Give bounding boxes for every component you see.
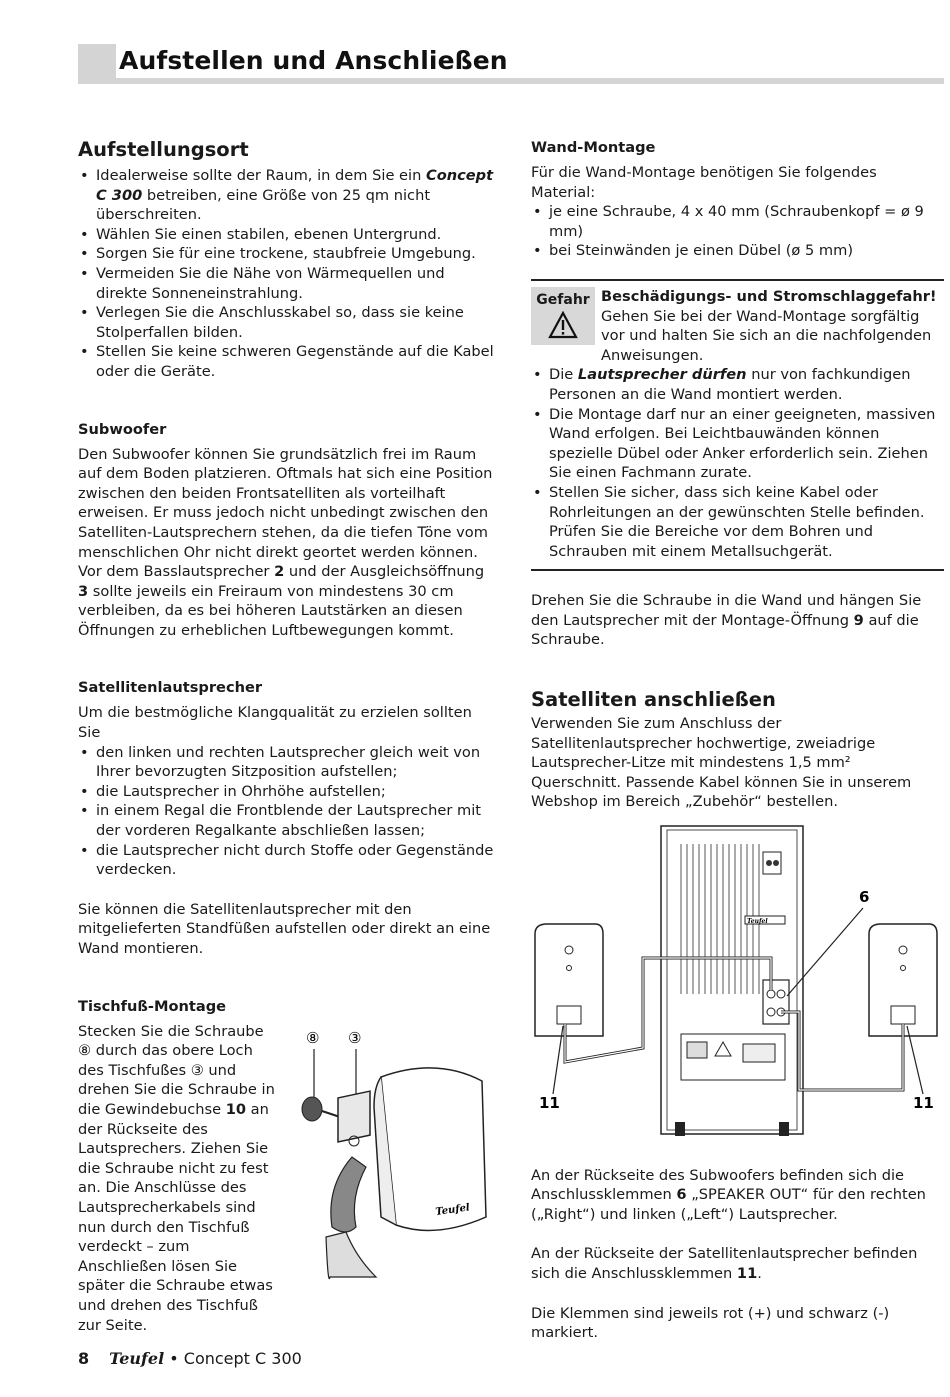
brand-logo: Teufel [109,1349,165,1368]
connection-diagram [531,822,944,1152]
subwoofer-text: Den Subwoofer können Sie grundsätzlich frei im Raum auf dem Boden platzieren. Oftmals hat sich eine Position zwischen den beiden Frontsatelliten als vorteilhaft erweisen. Er muss jedoch nicht unbedingt zwischen den Satelliten-Lautsprechern stehen, da die tiefen Töne vom menschlichen Ohr nicht direkt geortet werden können. Vor dem Basslautsprecher 2 und der Ausgleichsöffnung 3 sollte jeweils ein Freiraum von mindestens 30 cm verbleiben, da es bei höheren Lautstärken an diesen Öffnungen zu erheblichen Luftbewegungen kommt. [78,445,493,639]
page-number: 8 [78,1349,90,1368]
list-item: • die Lautsprecher nicht durch Stoffe oder Gegenstände verdecken. [78,841,496,880]
page-title: Aufstellen und Anschließen [119,46,508,75]
warning-text: Beschädigungs- und Stromschlaggefahr! Gehen Sie bei der Wand-Montage sorgfältig vor und halten Sie sich an die nachfolgenden Anweisungen. [601,287,937,364]
drehen-text: Drehen Sie die Schraube in die Wand und hängen Sie den Lautsprecher mit der Montage-Öffnung 9 auf die Schraube. [531,592,922,649]
list-item: • den linken und rechten Lautsprecher gleich weit von Ihrer bevorzugten Sitzposition aufstellen; [78,743,496,782]
left-column [78,138,496,1335]
footer-separator: • [164,1349,184,1368]
callout-11-right: 11 [913,1094,934,1113]
list-item: • Stellen Sie sicher, dass sich keine Kabel oder Rohrleitungen an der gewünschten Stelle befinden. Prüfen Sie die Bereiche vor dem Bohren und Schrauben mit einem Metallsuchgerät. [531,483,944,561]
section-heading-aufstellungsort: Aufstellungsort [78,138,249,161]
list-item: • Die Montage darf nur an einer geeigneten, massiven Wand erfolgen. Bei Leichtbauwänden können spezielle Dübel oder Anker erforderlich sein. Ziehen Sie einen Fachmann zurate. [531,405,944,483]
anschluss-text: Verwenden Sie zum Anschluss der Satellitenlautsprecher hochwertige, zweiadrige Lautsprecher-Litze mit mindestens 1,5 mm² Querschnitt. Passende Kabel können Sie in unserem Webshop im Bereich „Zubehör“ bestellen. [531,715,912,811]
list-item: • bei Steinwänden je einen Dübel (ø 5 mm) [531,241,944,261]
figure-brand-logo: Teufel [434,1201,471,1218]
satellit-outro: Sie können die Satellitenlautsprecher mit den mitgelieferten Standfüßen aufstellen oder direkt an eine Wand montieren. [78,900,491,957]
callout-11-left: 11 [539,1094,560,1113]
tischfuss-illustration [286,1027,496,1287]
subheading-satellitenlautsprecher: Satellitenlautsprecher [78,679,263,697]
subwoofer-brand-logo: Teufel [747,918,768,926]
page-footer [78,1349,302,1368]
figure-label-3: ③ [348,1028,362,1047]
danger-badge [531,287,595,345]
satellit-intro: Um die bestmögliche Klangqualität zu erzielen sollten Sie [78,704,472,742]
list-item: • Stellen Sie keine schweren Gegenstände auf die Kabel oder die Geräte. [78,342,496,381]
list-item: • Sorgen Sie für eine trockene, staubfreie Umgebung. [78,244,496,264]
anschluss-klemmen-satellit: An der Rückseite der Satellitenlautsprecher befinden sich die Anschlussklemmen 11. [531,1245,918,1282]
subheading-wand-montage: Wand-Montage [531,139,656,156]
list-item: • die Lautsprecher in Ohrhöhe aufstellen; [78,782,496,802]
list-item: • Wählen Sie einen stabilen, ebenen Untergrund. [78,225,496,245]
anschluss-klemmen-subwoofer: An der Rückseite des Subwoofers befinden sich die Anschlussklemmen 6 „SPEAKER OUT“ für den rechten („Right“) und linken („Left“) Lautsprecher. [531,1166,926,1223]
warning-triangle-icon [548,311,578,339]
list-item: • Vermeiden Sie die Nähe von Wärmequellen und direkte Sonneneinstrahlung. [78,264,496,303]
list-item: • in einem Regal die Frontblende der Lautsprecher mit der vorderen Regalkante abschließen lassen; [78,801,496,840]
danger-label: Gefahr [536,291,590,308]
right-column [531,138,944,1343]
section-heading-satelliten-anschliessen: Satelliten anschließen [531,688,776,712]
header-rule [116,78,944,84]
page-header [78,44,944,84]
tischfuss-section [78,997,496,1336]
list-item: • Verlegen Sie die Anschlusskabel so, dass sie keine Stolperfallen bilden. [78,303,496,342]
callout-6: 6 [859,888,870,907]
header-accent-block [78,44,116,84]
wand-intro: Für die Wand-Montage benötigen Sie folgendes Material: [531,164,877,201]
aufstellungsort-list [78,166,496,382]
subheading-subwoofer: Subwoofer [78,420,167,438]
list-item: • Idealerweise sollte der Raum, in dem Sie ein Concept C 300 betreiben, eine Größe von 25 qm nicht überschreiten. [78,166,496,225]
satellit-list [78,743,496,880]
wand-material-list [531,202,944,261]
list-item: • Die Lautsprecher dürfen nur von fachkundigen Personen an die Wand montiert werden. [531,365,944,404]
figure-label-8: ⑧ [306,1028,320,1047]
list-item: • je eine Schraube, 4 x 40 mm (Schraubenkopf = ø 9 mm) [531,202,944,241]
subheading-tischfuss: Tischfuß-Montage [78,997,227,1015]
warning-list [531,365,944,561]
danger-warning-box [531,279,944,571]
product-name: Concept C 300 [183,1349,302,1368]
tischfuss-text: Stecken Sie die Schraube ⑧ durch das obere Loch des Tischfußes ③ und drehen Sie die Schraube in die Gewindebuchse 10 an der Rückseite des Lautsprechers. Ziehen Sie die Schraube nicht zu fest an. Die Anschlüsse des Lautsprecherkabels sind nun durch den Tischfuß verdeckt – zum Anschließen lösen Sie später die Schraube etwas und drehen des Tischfuß zur Seite. [78,1022,275,1334]
klemmen-farben: Die Klemmen sind jeweils rot (+) und schwarz (-) markiert. [531,1304,890,1342]
